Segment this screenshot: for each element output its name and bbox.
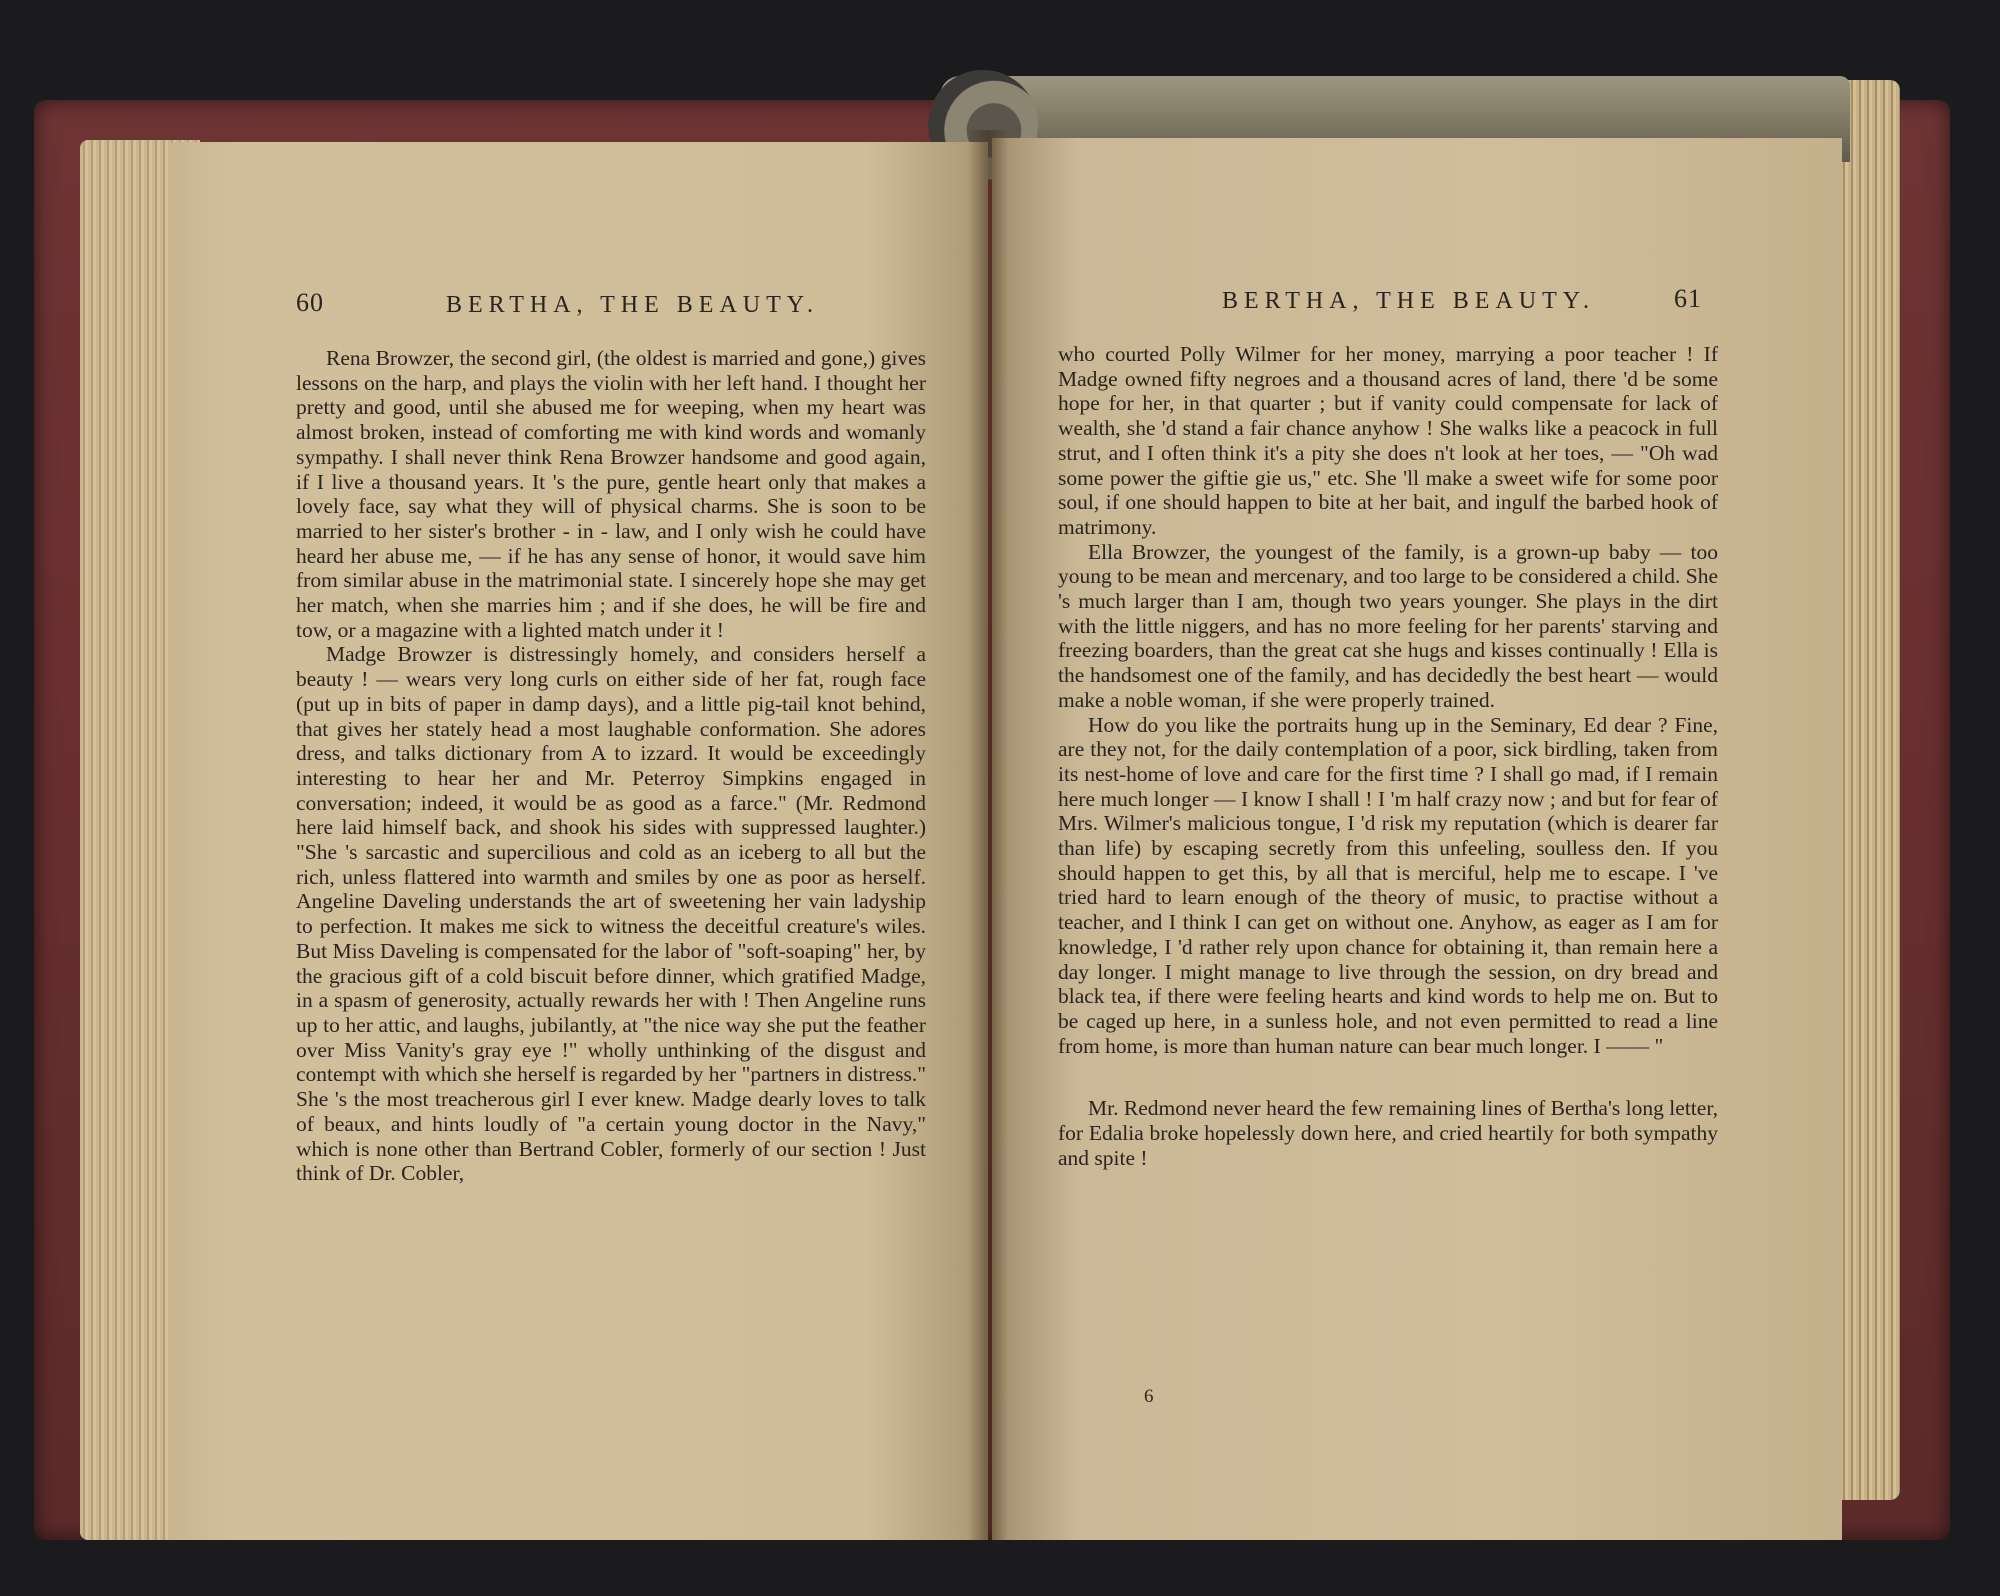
paragraph: who courted Polly Wilmer for her money, marrying a poor teacher ! If Madge owned fifty negroes and a thousand acres of land, there 'd be some hope for her, in that quarter ; but if vanity could compensate for lack of wealth, she 'd stand a fair chance anyhow ! She walks like a peacock in full strut, and I often think it's a pity she does n't look at her toes, — "Oh wad some power the giftie gie us," etc. She 'll make a sweet wife for some poor soul, if one should happen to bite at her bait, and ingulf the barbed hook of matrimony.: [1058, 342, 1718, 539]
book-gutter: [968, 130, 1008, 1540]
right-page-edges: [1840, 80, 1900, 1500]
paragraph: Mr. Redmond never heard the few remaining lines of Bertha's long letter, for Edalia broke hopelessly down here, and cried heartily for both sympathy and spite !: [1058, 1096, 1718, 1170]
paragraph: How do you like the portraits hung up in the Seminary, Ed dear ? Fine, are they not, for the daily contemplation of a poor, sick birdling, taken from its nest-home of love and care for the first time ? I shall go mad, if I remain here much longer — I know I shall ! I 'm half crazy now ; and but for fear of Mrs. Wilmer's malicious tongue, I 'd risk my reputation (which is dearer far than life) by escaping secretly from this unfeeling, soulless den. If you should happen to get this, by all that is merciful, help me to escape. I 've tried hard to learn enough of the theory of music, to practise without a teacher, and I think I can get on without one. Anyhow, as eager as I am for knowledge, I 'd rather rely upon chance for obtaining it, than remain here a day longer. I might manage to live through the session, on dry bread and black tea, if there were feeling hearts and kind words to help me on. But to be caged up here, in a sunless hole, and not even permitted to read a line from home, is more than human nature can bear much longer. I —— ": [1058, 712, 1718, 1058]
left-page: [168, 142, 988, 1540]
body-text: [296, 346, 926, 1186]
running-head: BERTHA, THE BEAUTY.: [1222, 288, 1596, 314]
body-text: [1058, 342, 1718, 1171]
signature-mark: 6: [1144, 1386, 1154, 1407]
paragraph: Madge Browzer is distressingly homely, and considers herself a beauty ! — wears very long curls on either side of her fat, rough face (put up in bits of paper in damp days), and a little pig-tail knot behind, that gives her stately head a most laughable conformation. She adores dress, and talks dictionary from A to izzard. It would be exceedingly interesting to hear her and Mr. Peterroy Simpkins engaged in conversation; indeed, it would be as good as a farce." (Mr. Redmond here laid himself back, and shook his sides with suppressed laughter.) "She 's sarcastic and supercilious and cold as an iceberg to all but the rich, unless flattered into warmth and smiles by one as poor as herself. Angeline Daveling understands the art of sweetening her vain ladyship to perfection. It makes me sick to witness the deceitful creature's wiles. But Miss Daveling is compensated for the labor of "soft-soaping" her, by the gracious gift of a cold biscuit before dinner, which gratified Madge, in a spasm of generosity, actually rewards her with ! Then Angeline runs up to her attic, and laughs, jubilantly, at "the nice way she put the feather over Miss Vanity's gray eye !" wholly unthinking of the disgust and contempt with which she herself is regarded by her "partners in distress." She 's the most treacherous girl I ever knew. Madge dearly loves to talk of beaux, and hints loudly of "a certain young doctor in the Navy," which is none other than Bertrand Cobler, formerly of our section ! Just think of Dr. Cobler,: [296, 642, 926, 1186]
right-page: [992, 138, 1842, 1540]
paragraph: Ella Browzer, the youngest of the family, is a grown-up baby — too young to be mean and mercenary, and too large to be considered a child. She 's much larger than I am, though two years younger. She plays in the dirt with the little niggers, and has no more feeling for her parents' starving and freezing boarders, than the great cat she hugs and kisses continually ! Ella is the handsomest one of the family, and has decidedly the best heart — would make a noble woman, if she were properly trained.: [1058, 539, 1718, 712]
page-number: 61: [1674, 284, 1702, 313]
page-number: 60: [296, 288, 324, 317]
running-head: BERTHA, THE BEAUTY.: [446, 292, 820, 318]
paragraph: Rena Browzer, the second girl, (the oldest is married and gone,) gives lessons on the harp, and plays the violin with her left hand. I thought her pretty and good, until she abused me for weeping, when my heart was almost broken, instead of comforting me with kind words and womanly sympathy. I shall never think Rena Browzer handsome and good again, if I live a thousand years. It 's the pure, gentle heart only that makes a lovely face, say what they will of physical charms. She is soon to be married to her sister's brother - in - law, and I only wish he could have heard her abuse me, — if he has any sense of honor, it would save him from similar abuse in the matrimonial state. I sincerely hope she may get her match, when she marries him ; and if she does, he will be fire and tow, or a magazine with a lighted match under it !: [296, 346, 926, 642]
